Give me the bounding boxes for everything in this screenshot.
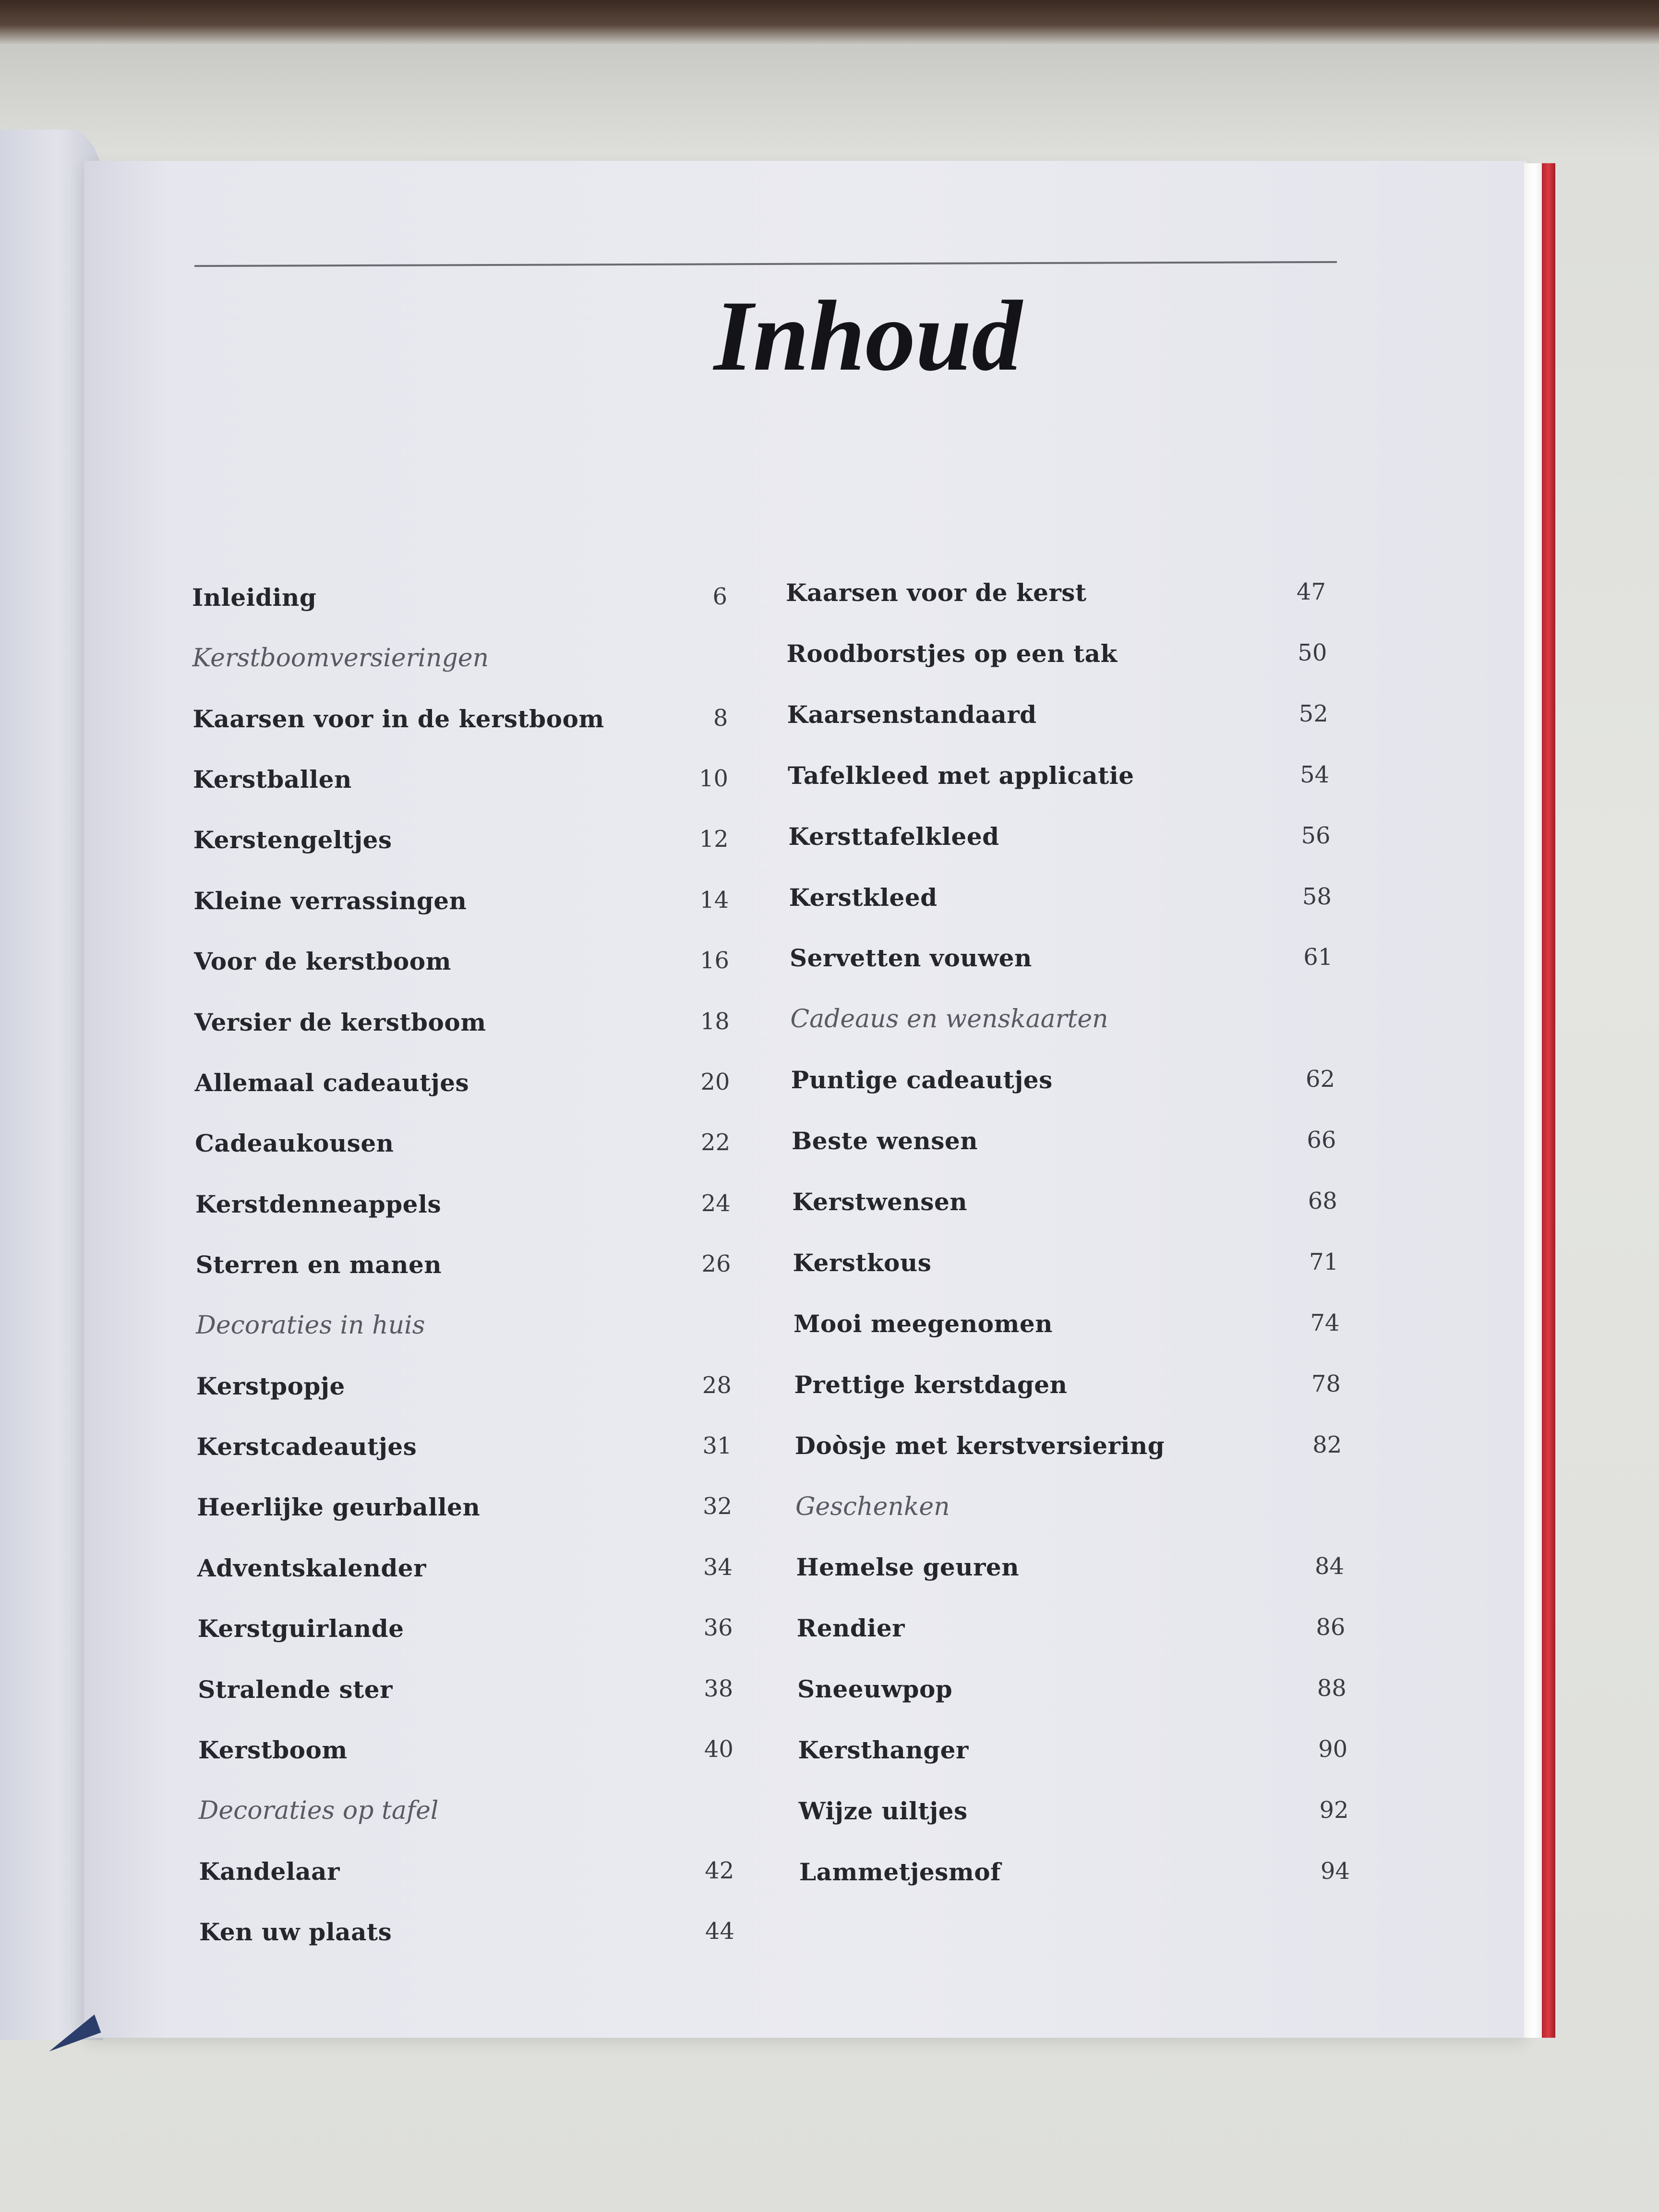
page-number: 62	[1305, 1066, 1335, 1093]
page-number: 12	[699, 826, 729, 853]
page-number: 16	[700, 947, 730, 974]
entry-title: Lammetjesmof	[799, 1858, 1001, 1886]
toc-entry	[195, 1190, 731, 1224]
toc-entry	[788, 761, 1329, 795]
section-heading	[790, 1005, 1334, 1038]
entry-title: Inleiding	[192, 583, 317, 612]
toc-entry	[198, 1736, 733, 1769]
toc-entry	[789, 883, 1332, 917]
page-number: 24	[701, 1190, 731, 1217]
toc-entry	[199, 1918, 734, 1951]
section-heading	[199, 1796, 734, 1830]
toc-entry	[194, 1008, 730, 1042]
section-title: Decoraties op tafel	[198, 1796, 439, 1826]
page-number: 18	[700, 1008, 730, 1035]
toc-entry	[795, 1431, 1342, 1465]
page-number: 40	[704, 1735, 733, 1763]
toc-entry	[793, 1310, 1340, 1343]
page-number: 56	[1301, 822, 1331, 849]
page-number: 66	[1307, 1127, 1336, 1154]
entry-title: Hemelse geuren	[796, 1553, 1020, 1582]
page-number: 54	[1300, 761, 1330, 788]
entry-title: Kerstballen	[193, 765, 352, 794]
entry-title: Cadeaukousen	[195, 1129, 394, 1158]
toc-entry	[192, 705, 728, 738]
entry-title: Sterren en manen	[195, 1250, 442, 1279]
entry-title: Kerstengeltjes	[193, 826, 392, 854]
page-number: 92	[1319, 1797, 1349, 1824]
page-number: 32	[703, 1493, 733, 1520]
entry-title: Kerstboom	[198, 1735, 348, 1764]
page-number: 78	[1311, 1370, 1341, 1397]
entry-title: Kersttafelkleed	[788, 822, 999, 851]
section-title: Decoraties in huis	[196, 1311, 425, 1340]
entry-title: Allemaal cadeautjes	[194, 1068, 469, 1097]
entry-title: Kerstkleed	[789, 883, 938, 912]
toc-entry	[790, 944, 1333, 977]
entry-title: Tafelkleed met applicatie	[788, 761, 1134, 790]
entry-title: Kersthanger	[798, 1736, 969, 1765]
page-number: 50	[1298, 639, 1327, 666]
toc-entry	[194, 1069, 730, 1102]
toc-entry	[197, 1493, 732, 1527]
toc-entry	[796, 1553, 1344, 1587]
entry-title: Kerstcadeautjes	[196, 1432, 417, 1461]
entry-title: Ken uw plaats	[199, 1918, 392, 1946]
page-number: 34	[703, 1553, 733, 1581]
page-number: 22	[701, 1129, 731, 1156]
entry-title: Servetten vouwen	[790, 944, 1032, 973]
page-number: 94	[1320, 1858, 1350, 1885]
entry-title: Kerstguirlande	[197, 1614, 404, 1643]
toc-entry	[788, 822, 1330, 856]
page-number: 61	[1303, 944, 1333, 971]
entry-title: Stralende ster	[198, 1675, 393, 1704]
toc-entry	[193, 887, 729, 920]
toc-entry	[192, 583, 727, 617]
toc-entry	[198, 1614, 733, 1648]
page-number: 44	[705, 1918, 734, 1945]
page-number: 86	[1316, 1614, 1346, 1641]
entry-title: Kerstpopje	[196, 1371, 345, 1400]
toc-entry	[793, 1249, 1339, 1282]
page-number: 68	[1308, 1188, 1337, 1215]
entry-title: Kaarsenstandaard	[787, 700, 1037, 729]
toc-entry	[194, 947, 729, 981]
page-number: 8	[713, 704, 728, 732]
toc-entry	[799, 1797, 1349, 1830]
entry-title: Kaarsen voor de kerst	[786, 578, 1087, 607]
page-title: Inhoud	[713, 280, 1022, 392]
page-number: 6	[712, 583, 727, 610]
toc-entry	[197, 1432, 732, 1466]
page-number: 20	[700, 1068, 730, 1095]
page-number: 10	[698, 765, 729, 793]
toc-entry	[798, 1736, 1347, 1769]
entry-title: Versier de kerstboom	[194, 1008, 486, 1036]
entry-title: Kerstkous	[793, 1248, 932, 1277]
page-number: 74	[1310, 1309, 1340, 1336]
entry-title: Voor de kerstboom	[194, 947, 452, 976]
section-heading	[192, 644, 728, 677]
toc-entry	[786, 578, 1326, 612]
toc-entry	[791, 1066, 1335, 1099]
section-title: Kerstboomversieringen	[192, 644, 489, 673]
toc-entry	[197, 1554, 733, 1587]
toc-entry	[797, 1614, 1346, 1647]
toc-entry	[787, 700, 1328, 734]
page-number: 58	[1302, 883, 1332, 910]
entry-title: Kerstdenneappels	[195, 1190, 442, 1218]
entry-title: Kerstwensen	[792, 1188, 968, 1216]
toc-entry	[195, 1129, 730, 1163]
page-number: 26	[701, 1250, 731, 1277]
section-title: Cadeaus en wenskaarten	[790, 1005, 1108, 1034]
entry-title: Roodborstjes op een tak	[786, 639, 1118, 668]
entry-title: Heerlijke geurballen	[197, 1493, 481, 1522]
page-number: 88	[1317, 1675, 1346, 1702]
toc-entry	[196, 1250, 731, 1284]
page-number: 28	[702, 1371, 732, 1399]
page-number: 36	[703, 1614, 733, 1642]
page-number: 42	[705, 1857, 734, 1884]
entry-title: Adventskalender	[197, 1553, 426, 1582]
toc-entry	[199, 1857, 734, 1891]
entry-title: Puntige cadeautjes	[791, 1066, 1053, 1094]
entry-title: Beste wensen	[792, 1127, 978, 1155]
toc-entry	[193, 765, 728, 799]
page-number: 90	[1318, 1736, 1348, 1763]
entry-title: Kandelaar	[199, 1857, 340, 1886]
page-number: 82	[1312, 1431, 1342, 1458]
entry-title: Rendier	[796, 1614, 905, 1643]
entry-title: Mooi meegenomen	[793, 1309, 1053, 1338]
entry-title: Kaarsen voor in de kerstboom	[192, 704, 604, 733]
page-number: 52	[1298, 700, 1328, 727]
entry-title: Wijze uiltjes	[798, 1797, 968, 1826]
toc-entry	[786, 639, 1327, 673]
entry-title: Kleine verrassingen	[193, 886, 467, 915]
toc-entry	[794, 1370, 1341, 1404]
page-number: 14	[699, 886, 729, 914]
toc-entry	[792, 1188, 1337, 1221]
page-number: 31	[702, 1432, 732, 1460]
section-title: Geschenken	[795, 1492, 950, 1521]
entry-title: Sneeuwpop	[797, 1675, 953, 1704]
toc-entry	[198, 1675, 733, 1709]
section-heading	[196, 1311, 731, 1345]
entry-title: Doòsje met kerstversiering	[794, 1431, 1165, 1460]
entry-title: Prettige kerstdagen	[794, 1370, 1068, 1399]
toc-entry	[799, 1858, 1350, 1891]
page-number: 71	[1309, 1248, 1339, 1275]
page-number: 84	[1315, 1553, 1345, 1580]
toc-entry	[797, 1675, 1346, 1708]
page-number: 38	[704, 1675, 733, 1702]
toc-entry	[792, 1127, 1336, 1160]
page-number: 47	[1296, 578, 1326, 605]
toc-entry	[193, 826, 729, 859]
toc-entry	[196, 1372, 732, 1406]
section-heading	[795, 1492, 1343, 1526]
